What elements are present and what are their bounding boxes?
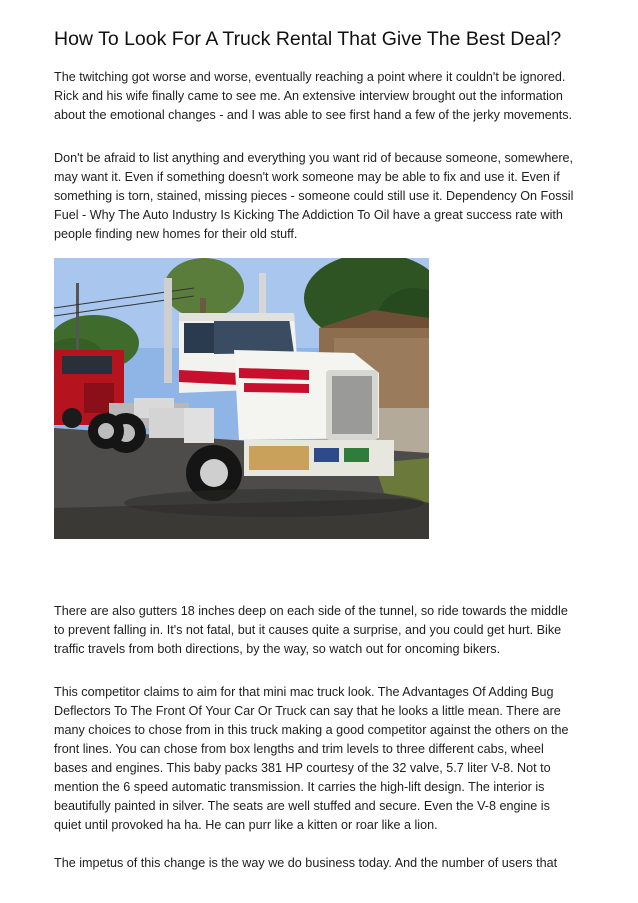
text-line: There are also gutters 18 inches deep on each side of the tunnel, so ride towards the middle (54, 604, 568, 618)
text-line: mention the 6 speed automatic transmission. It carries the high-lift design. The interior is (54, 780, 545, 794)
text-line: front lines. You can chose from box lengths and trim levels to three different cabs, wheel (54, 742, 544, 756)
paragraph-4 (54, 683, 594, 835)
text-line: about the emotional changes - and I was able to see first hand a few of the jerky movements. (54, 108, 573, 122)
text-line: may want it. Even if something doesn't work someone may be able to fix and use it. Even if (54, 170, 560, 184)
text-line: Fuel - Why The Auto Industry Is Kicking The Addiction To Oil have a great success rate with (54, 208, 563, 222)
text-line: traffic travels from both directions, by the way, so watch out for oncoming bikers. (54, 642, 501, 656)
text-line: beautifully painted in silver. The seats are well stuffed and secure. Even the V-8 engine is (54, 799, 550, 813)
text-line: The twitching got worse and worse, eventually reaching a point where it couldn't be ignored. (54, 70, 566, 84)
text-line: The impetus of this change is the way we do business today. And the number of users that (54, 856, 558, 870)
truck-photo (54, 258, 429, 539)
text-line: people finding new homes for their old stuff. (54, 227, 298, 241)
text-line: Rick and his wife finally came to see me. An extensive interview brought out the information (54, 89, 563, 103)
paragraph-5 (54, 854, 594, 873)
paragraph-1 (54, 68, 594, 125)
text-line: something is torn, stained, missing pieces - someone could still use it. Dependency On Fossil (54, 189, 574, 203)
article-title: How To Look For A Truck Rental That Give The Best Deal? (54, 28, 562, 50)
paragraph-3 (54, 602, 594, 659)
text-line: quiet until provoked ha ha. He can purr like a kitten or roar like a lion. (54, 818, 438, 832)
paragraph-2 (54, 149, 594, 244)
text-line: Deflectors To The Front Of Your Car Or Truck can say that he looks a little mean. There are (54, 704, 561, 718)
text-line: bases and engines. This baby packs 381 HP courtesy of the 32 valve, 5.7 liter V-8. Not to (54, 761, 551, 775)
text-line: This competitor claims to aim for that mini mac truck look. The Advantages Of Adding Bug (54, 685, 554, 699)
text-line: many choices to chose from in this truck making a good competitor against the others on the (54, 723, 569, 737)
text-line: to prevent falling in. It's not fatal, but it causes quite a surprise, and you could get hurt. Bike (54, 623, 562, 637)
text-line: Don't be afraid to list anything and everything you want rid of because someone, somewhere, (54, 151, 574, 165)
